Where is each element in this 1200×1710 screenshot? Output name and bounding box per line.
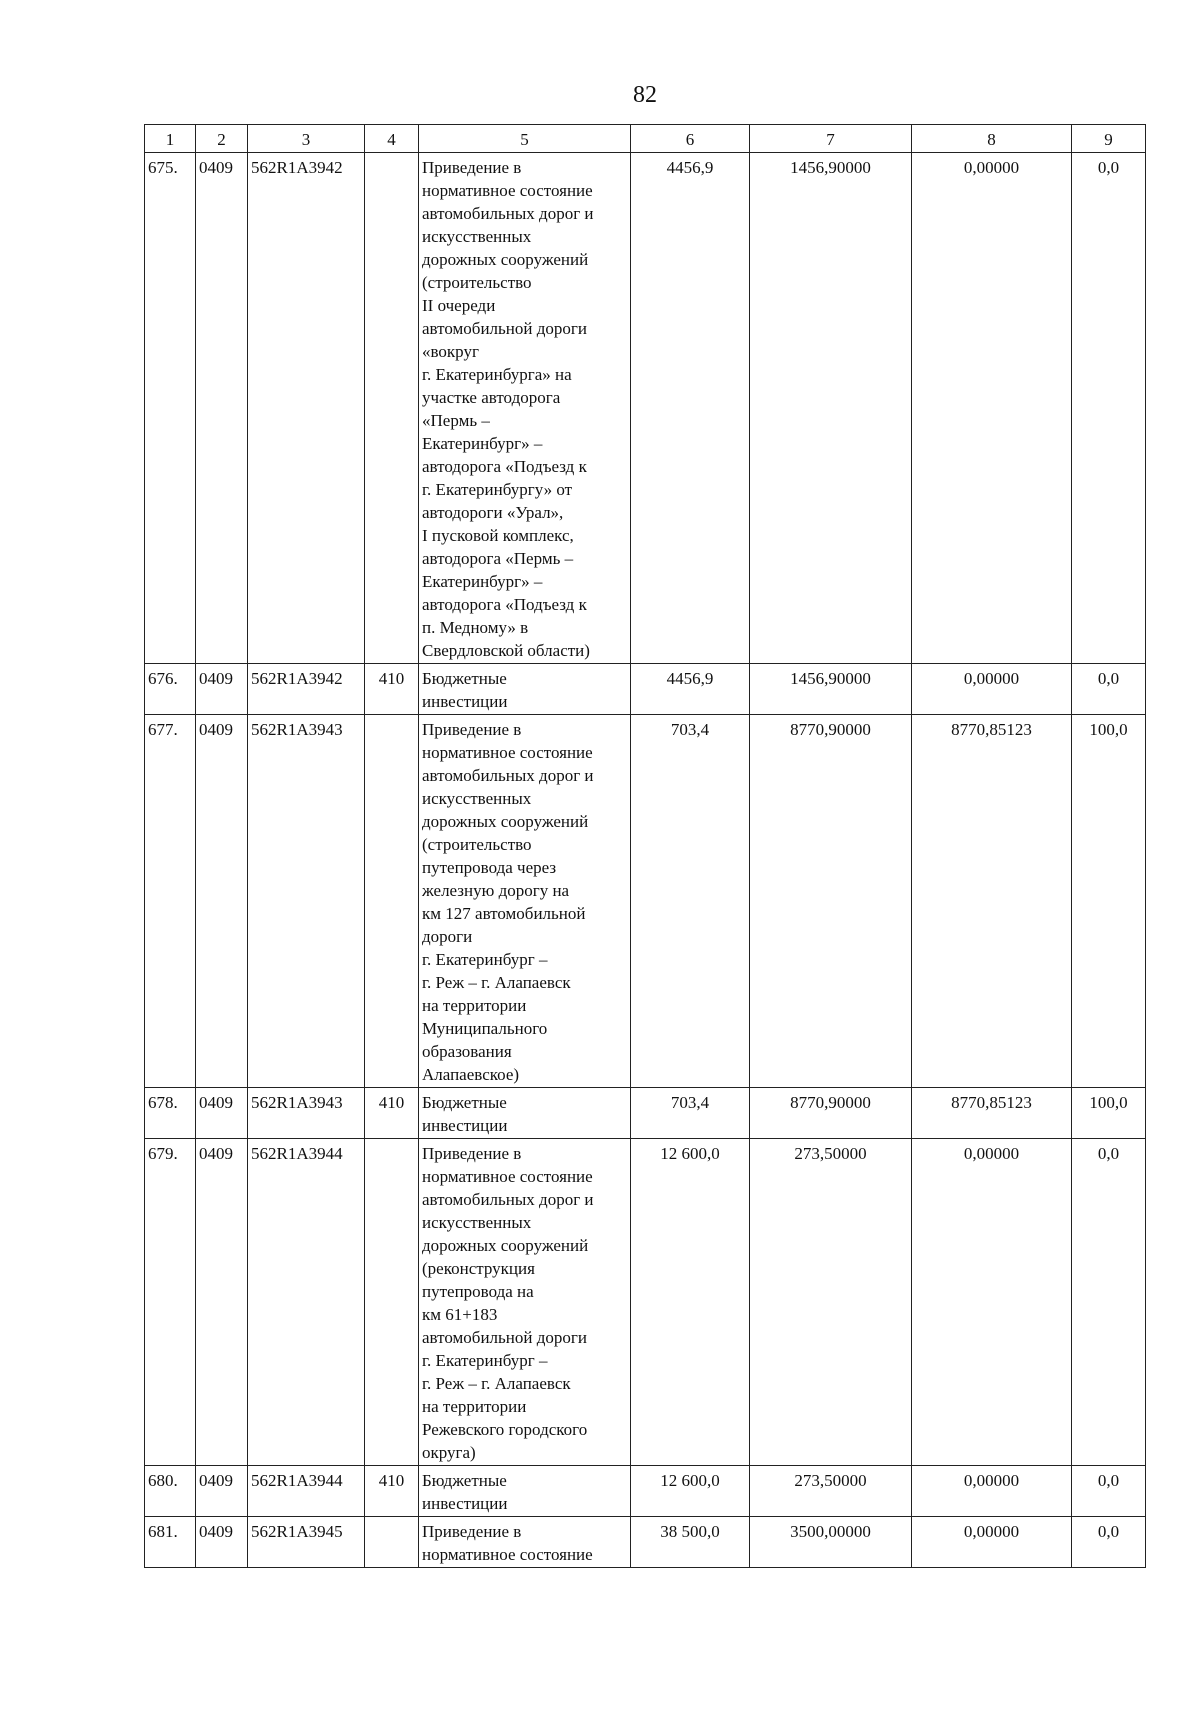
row-number: 680. [145, 1466, 196, 1517]
column-header: 8 [912, 125, 1072, 153]
executed-amount: 0,00000 [912, 664, 1072, 715]
table-row [145, 1517, 1146, 1568]
plan-amount: 38 500,0 [631, 1517, 750, 1568]
plan-amount: 12 600,0 [631, 1139, 750, 1466]
expense-type-code [365, 715, 419, 1088]
column-header: 5 [419, 125, 631, 153]
column-header: 6 [631, 125, 750, 153]
target-article-code: 562R1A3943 [248, 715, 365, 1088]
table-row [145, 715, 1146, 1088]
item-name: Бюджетные инвестиции [419, 1466, 631, 1517]
section-code: 0409 [196, 1466, 248, 1517]
section-code: 0409 [196, 715, 248, 1088]
header-row [145, 125, 1146, 153]
execution-percent: 100,0 [1072, 1088, 1146, 1139]
expense-type-code: 410 [365, 664, 419, 715]
plan-amount: 4456,9 [631, 153, 750, 664]
plan-amount: 703,4 [631, 715, 750, 1088]
row-number: 676. [145, 664, 196, 715]
plan-amount: 4456,9 [631, 664, 750, 715]
executed-amount: 0,00000 [912, 1139, 1072, 1466]
limit-amount: 273,50000 [750, 1466, 912, 1517]
limit-amount: 1456,90000 [750, 664, 912, 715]
column-header: 9 [1072, 125, 1146, 153]
section-code: 0409 [196, 1088, 248, 1139]
executed-amount: 8770,85123 [912, 715, 1072, 1088]
limit-amount: 273,50000 [750, 1139, 912, 1466]
target-article-code: 562R1A3945 [248, 1517, 365, 1568]
execution-percent: 100,0 [1072, 715, 1146, 1088]
row-number: 679. [145, 1139, 196, 1466]
item-name: Приведение в нормативное состояние автомобильных дорог и искусственных дорожных сооружений (строительство II очереди автомобильной дороги «вокруг г. Екатеринбурга» на участке автодорога «Пермь – Екатеринбург» – автодорога «Подъезд к г. Екатеринбургу» от автодороги «Урал», I пусковой комплекс, автодорога «Пермь – Екатеринбург» – автодорога «Подъезд к п. Медному» в Свердловской области) [419, 153, 631, 664]
row-number: 675. [145, 153, 196, 664]
item-name: Бюджетные инвестиции [419, 664, 631, 715]
execution-percent: 0,0 [1072, 664, 1146, 715]
row-number: 677. [145, 715, 196, 1088]
target-article-code: 562R1A3944 [248, 1466, 365, 1517]
limit-amount: 1456,90000 [750, 153, 912, 664]
section-code: 0409 [196, 153, 248, 664]
page-number: 82 [633, 82, 657, 108]
executed-amount: 0,00000 [912, 1517, 1072, 1568]
limit-amount: 3500,00000 [750, 1517, 912, 1568]
item-name: Приведение в нормативное состояние автомобильных дорог и искусственных дорожных сооружений (строительство путепровода через железную дорогу на км 127 автомобильной дороги г. Екатеринбург – г. Реж – г. Алапаевск на территории Муниципального образования Алапаевское) [419, 715, 631, 1088]
table-row [145, 1088, 1146, 1139]
column-header: 3 [248, 125, 365, 153]
executed-amount: 0,00000 [912, 1466, 1072, 1517]
column-header: 1 [145, 125, 196, 153]
execution-percent: 0,0 [1072, 1466, 1146, 1517]
row-number: 678. [145, 1088, 196, 1139]
execution-percent: 0,0 [1072, 1517, 1146, 1568]
table-row [145, 664, 1146, 715]
column-header: 2 [196, 125, 248, 153]
executed-amount: 8770,85123 [912, 1088, 1072, 1139]
execution-percent: 0,0 [1072, 1139, 1146, 1466]
limit-amount: 8770,90000 [750, 715, 912, 1088]
table-row [145, 1466, 1146, 1517]
executed-amount: 0,00000 [912, 153, 1072, 664]
execution-percent: 0,0 [1072, 153, 1146, 664]
target-article-code: 562R1A3943 [248, 1088, 365, 1139]
column-header: 4 [365, 125, 419, 153]
column-header: 7 [750, 125, 912, 153]
row-number: 681. [145, 1517, 196, 1568]
section-code: 0409 [196, 664, 248, 715]
expense-type-code: 410 [365, 1466, 419, 1517]
expense-type-code [365, 1139, 419, 1466]
expense-type-code [365, 1517, 419, 1568]
target-article-code: 562R1A3942 [248, 664, 365, 715]
table-row [145, 153, 1146, 664]
expense-type-code [365, 153, 419, 664]
budget-table [144, 124, 1146, 1568]
item-name: Приведение в нормативное состояние автомобильных дорог и искусственных дорожных сооружений (реконструкция путепровода на км 61+183 автомобильной дороги г. Екатеринбург – г. Реж – г. Алапаевск на территории Режевского городского округа) [419, 1139, 631, 1466]
section-code: 0409 [196, 1517, 248, 1568]
table-row [145, 1139, 1146, 1466]
section-code: 0409 [196, 1139, 248, 1466]
expense-type-code: 410 [365, 1088, 419, 1139]
item-name: Бюджетные инвестиции [419, 1088, 631, 1139]
item-name: Приведение в нормативное состояние [419, 1517, 631, 1568]
limit-amount: 8770,90000 [750, 1088, 912, 1139]
plan-amount: 12 600,0 [631, 1466, 750, 1517]
target-article-code: 562R1A3944 [248, 1139, 365, 1466]
target-article-code: 562R1A3942 [248, 153, 365, 664]
plan-amount: 703,4 [631, 1088, 750, 1139]
